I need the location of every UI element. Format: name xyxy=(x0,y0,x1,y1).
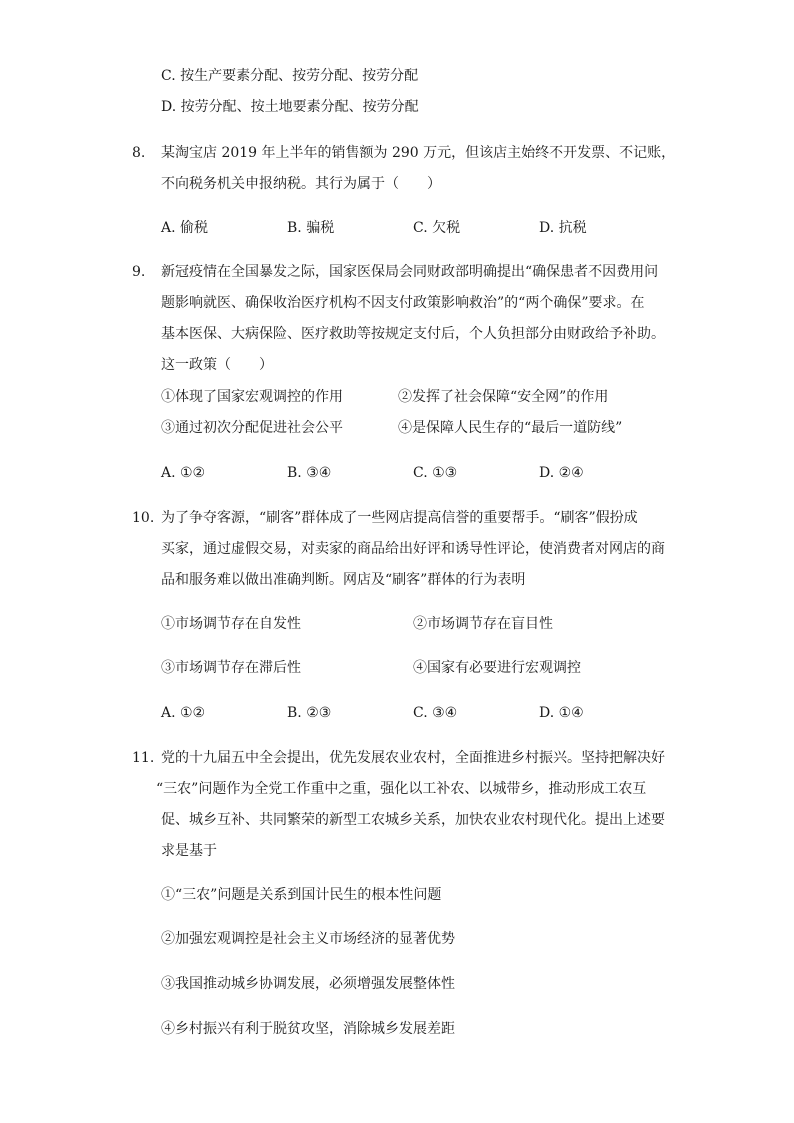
q9-option-d: D. ②④ xyxy=(539,465,584,481)
q8-option-b: B. 骗税 xyxy=(287,220,335,236)
q9-statement-1: ①体现了国家宏观调控的作用 xyxy=(161,389,343,405)
q9-statement-3: ③通过初次分配促进社会公平 xyxy=(161,420,343,436)
q8-option-c: C. 欠税 xyxy=(413,220,461,236)
q9-statement-2: ②发挥了社会保障“安全网”的作用 xyxy=(398,389,609,405)
q10-statement-3: ③市场调节存在滞后性 xyxy=(161,660,301,676)
q10-option-a: A. ①② xyxy=(161,705,206,721)
q9-stem-line: 题影响就医、确保收治医疗机构不因支付政策影响救治”的“两个确保”要求。在 xyxy=(161,295,645,311)
q10-stem-line: 为了争夺客源，“刷客”群体成了一些网店提高信誉的重要帮手。“刷客”假扮成 xyxy=(161,510,638,526)
q8-option-d: D. 抗税 xyxy=(539,220,587,236)
q10-option-b: B. ②③ xyxy=(287,705,332,721)
q8-stem-line: 某淘宝店 2019 年上半年的销售额为 290 万元，但该店主始终不开发票、不记账， xyxy=(161,145,676,161)
q9-number: 9. xyxy=(132,264,146,280)
q9-stem-line: 这一政策（ ） xyxy=(161,357,273,373)
q9-option-a: A. ①② xyxy=(161,465,206,481)
q10-statement-1: ①市场调节存在自发性 xyxy=(161,616,301,632)
q11-statement-1: ①“三农”问题是关系到国计民生的根本性问题 xyxy=(161,887,442,903)
q11-number: 11. xyxy=(132,750,155,766)
q10-stem-line: 品和服务难以做出准确判断。网店及“刷客”群体的行为表明 xyxy=(161,572,526,588)
q10-stem-line: 买家，通过虚假交易，对卖家的商品给出好评和诱导性评论，使消费者对网店的商 xyxy=(161,541,665,557)
q8-option-a: A. 偷税 xyxy=(161,220,209,236)
q11-statement-4: ④乡村振兴有利于脱贫攻坚，消除城乡发展差距 xyxy=(161,1021,455,1037)
q9-stem-line: 新冠疫情在全国暴发之际，国家医保局会同财政部明确提出“确保患者不因费用问 xyxy=(161,264,659,280)
q8-number: 8. xyxy=(132,145,146,161)
q11-statement-2: ②加强宏观调控是社会主义市场经济的显著优势 xyxy=(161,931,455,947)
q10-option-c: C. ③④ xyxy=(413,705,458,721)
q9-stem-line: 基本医保、大病保险、医疗救助等按规定支付后，个人负担部分由财政给予补助。 xyxy=(161,326,665,342)
q11-stem-line: 促、城乡互补、共同繁荣的新型工农城乡关系，加快农业农村现代化。提出上述要 xyxy=(161,812,665,828)
q10-statement-2: ②市场调节存在盲目性 xyxy=(413,616,553,632)
q11-stem-line: 求是基于 xyxy=(161,843,217,859)
q8-stem-line: 不向税务机关申报纳税。其行为属于（ ） xyxy=(161,176,441,192)
q11-stem-line: “三农”问题作为全党工作重中之重，强化以工补农、以城带乡，推动形成工农互 xyxy=(156,781,647,797)
q9-option-b: B. ③④ xyxy=(287,465,332,481)
q11-statement-3: ③我国推动城乡协调发展，必须增强发展整体性 xyxy=(161,976,455,992)
q10-option-d: D. ①④ xyxy=(539,705,584,721)
q9-statement-4: ④是保障人民生存的“最后一道防线” xyxy=(398,420,623,436)
q7-option-c: C. 按生产要素分配、按劳分配、按劳分配 xyxy=(161,68,419,84)
q7-option-d: D. 按劳分配、按土地要素分配、按劳分配 xyxy=(161,99,419,115)
q10-statement-4: ④国家有必要进行宏观调控 xyxy=(413,660,581,676)
q10-number: 10. xyxy=(132,510,155,526)
q9-option-c: C. ①③ xyxy=(413,465,458,481)
q11-stem-line: 党的十九届五中全会提出，优先发展农业农村，全面推进乡村振兴。坚持把解决好 xyxy=(161,750,665,766)
